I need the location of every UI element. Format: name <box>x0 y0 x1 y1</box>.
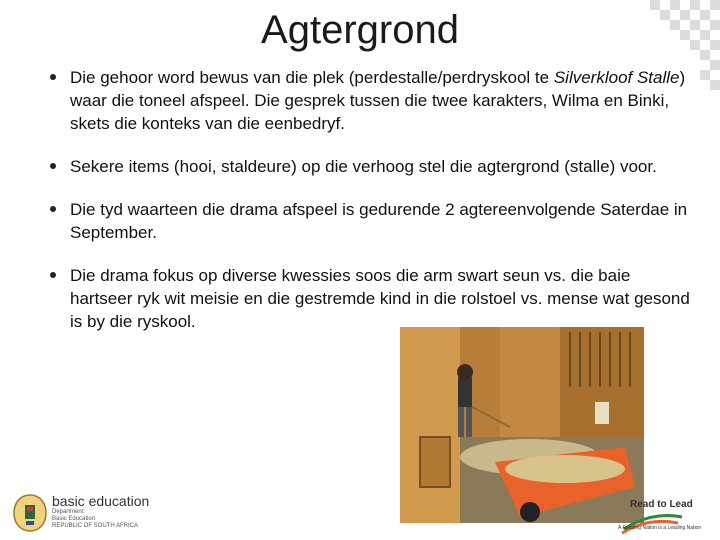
bullet-text-italic: Silverkloof Stalle <box>553 68 680 87</box>
bullet-dot <box>50 272 56 278</box>
logo-line2: Basic Education <box>52 516 96 522</box>
bullet-item <box>50 198 690 244</box>
read-to-lead-logo <box>618 487 712 537</box>
bullet-dot <box>50 163 56 169</box>
bullet-dot <box>50 206 56 212</box>
bullet-item <box>50 264 690 333</box>
bullet-text: Sekere items (hooi, staldeure) op die verhoog stel die agtergrond (stalle) voor. <box>70 157 657 176</box>
bullet-dot <box>50 74 56 80</box>
bullet-text-post: ) waar die toneel afspeel. Die gesprek tussen die twee karakters, Wilma en Binki, skets die konteks van die eenbedryf. <box>70 68 686 133</box>
bullet-text: Die tyd waarteen die drama afspeel is gedurende 2 agtereenvolgende Saterdae in September. <box>70 200 688 242</box>
bullet-text: Die drama fokus op diverse kwessies soos die arm swart seun vs. die baie hartseer ryk wit meisie en die gestremde kind in die rolstoel vs. mense wat gesond is by die ryskool. <box>70 266 690 331</box>
logo-line1: Department: <box>52 509 86 515</box>
bullet-item <box>50 155 690 178</box>
bullet-text-pre: Die gehoor word bewus van die plek (perdestalle/perdryskool te <box>70 68 554 87</box>
basic-education-logo-text <box>52 493 149 530</box>
slide-title: Agtergrond <box>261 8 459 52</box>
bullet-list <box>50 66 690 353</box>
coat-of-arms-logo <box>8 491 52 535</box>
read-to-lead-tagline: A Reading Nation is a Leading Nation <box>618 525 702 531</box>
read-to-lead-name: Read to Lead <box>630 499 693 510</box>
bullet-item <box>50 66 690 135</box>
footer <box>0 485 720 540</box>
logo-name: basic education <box>52 493 150 509</box>
logo-line3: REPUBLIC OF SOUTH AFRICA <box>52 523 139 529</box>
